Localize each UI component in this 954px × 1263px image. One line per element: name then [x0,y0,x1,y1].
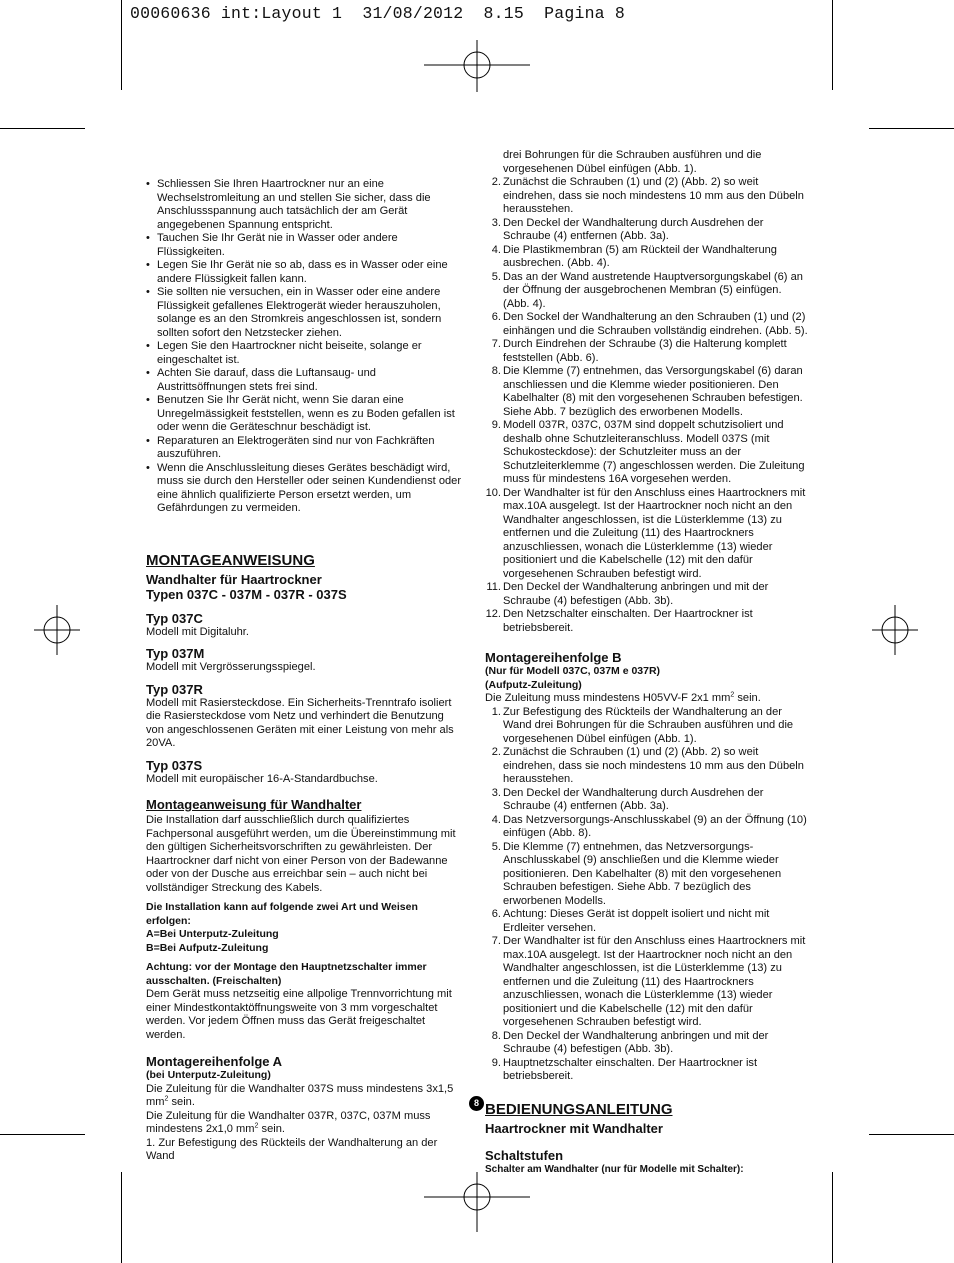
type-title: Typ 037M [146,646,205,661]
type-text: Modell mit Rasiersteckdose. Ein Sicherheits-Trenntrafo isoliert die Rasiersteckdose vom Netz und verhindert die Benutzung von angeschlossenen Geräten mit einer Leistung von mehr als 20VA. [146,696,454,749]
crop-mark [869,128,954,129]
section-a-title: Montagereihenfolge A [146,1054,283,1069]
bedienung-subtitle: Haartrockner mit Wandhalter [485,1120,663,1136]
crop-mark [121,0,122,90]
install-option-a: A=Bei Unterputz-Zuleitung [146,928,279,940]
registration-mark-bottom [424,1172,530,1232]
list-item: 8. Den Deckel der Wandhalterung anbringen und mit der Schraube (4) befestigen (Abb. 3b). [491,1029,769,1055]
print-slug: 00060636 int:Layout 1 31/08/2012 8.15 Pagina 8 [130,4,625,23]
list-item: 7. Der Wandhalter ist für den Anschluss eines Haartrockners mit max.10A ausgelegt. Ist der Haartrockner noch nicht an den Wandhalter angeschlossen, ist die Lüsterklemme (13) zu entfernen und die Zuleitung (11) des Haartrockners anzuschliessen, wonach die Lüsterklemme (13) wieder positioniert und die Kabelschelle (12) mit den dafür vorgesehenen Schrauben befestigt wird. [491,935,806,1028]
list-item: 2. Zunächst die Schrauben (1) und (2) (Abb. 2) so weit eindrehen, dass sie noch mindestens 10 mm aus den Dübeln herausstehen. [491,176,804,215]
section-b-subtitle-2: (Aufputz-Zuleitung) [485,678,582,691]
registration-mark-left [34,605,80,655]
warning-heading: Achtung: vor der Montage den Hauptnetzschalter immer ausschalten. (Freischalten) [146,961,427,987]
list-item: 5. Das an der Wand austretende Hauptversorgungskabel (6) an der Öffnung der ausgebrochenen Membran (5) einfügen. (Abb. 4). [491,270,803,310]
list-item: 10. Der Wandhalter ist für den Anschluss eines Haartrockners mit max.10A ausgelegt. Ist der Haartrockner noch nicht an den Wandhalter angeschlossen, ist die Lüsterklemme (13) zu entfernen und die Zuleitung (11) des Haartrockners anzuschliessen, wonach die Lüsterklemme (13) wieder positioniert und die Kabelschelle (12) mit den dafür vorgesehenen Schrauben befestigt wird. [485,486,806,580]
wandhalter-text: Die Installation darf ausschließlich durch qualifiziertes Fachpersonal ausgeführt werden, um die Übereinstimmung mit den gültigen Sicherheitsvorschriften zu gewährleisten. Der Haartrockner darf nicht von einer Person von der Badewanne oder von der Dusche aus erreichbar sein – auch nicht bei vollständiger Streckung des Kabels. [146,814,456,894]
right-column [485,149,811,1176]
list-item: 4. Die Plastikmembran (5) am Rückteil der Wandhalterung ausbrechen. (Abb. 4). [491,243,777,269]
crop-mark [0,128,85,129]
list-item: 2. Zunächst die Schrauben (1) und (2) (Abb. 2) so weit eindrehen, dass sie noch mindestens 10 mm aus den Dübeln herausstehen. [491,746,804,785]
section-a-steps [485,176,811,635]
list-item: • Benutzen Sie Ihr Gerät nicht, wenn Sie daran eine Unregelmässigkeit feststellen, wenn es zu Boden gefallen ist oder wenn die Geräteschnur beschädigt ist. [146,394,462,435]
type-title: Typ 037C [146,610,203,626]
list-item: 7. Durch Eindrehen der Schraube (3) die Halterung komplett feststellen (Abb. 6). [491,338,787,364]
section-a-cable-037s: Die Zuleitung für die Wandhalter 037S muss mindestens 3x1,5 $mm^2$ sein. [146,1082,454,1108]
section-b-intro: Die Zuleitung muss mindestens H05VV-F 2x1 $mm^2$ sein. [485,691,761,704]
list-item: 3. Den Deckel der Wandhalterung durch Ausdrehen der Schraube (4) entfernen (Abb. 3a). [491,786,764,812]
type-title: Typ 037S [146,757,203,773]
type-text: Modell mit europäischer 16-A-Standardbuchse. [146,772,378,785]
list-item: • Achten Sie darauf, dass die Luftansaug- und Austrittsöffnungen stets frei sind. [146,367,462,394]
schaltstufen-title: Schaltstufen [485,1147,564,1163]
list-item: 6. Achtung: Dieses Gerät ist doppelt isoliert und nicht mit Erdleiter versehen. [491,908,770,934]
list-item: 11. Den Deckel der Wandhalterung anbringen und mit der Schraube (4) befestigen (Abb. 3b). [486,581,769,607]
section-a-cable-others: Die Zuleitung für die Wandhalter 037R, 037C, 037M muss mindestens 2x1,0 $mm^2$ sein. [146,1109,431,1135]
page-number: 8 [469,1096,484,1111]
section-b-title: Montagereihenfolge B [485,650,622,665]
list-item: 5. Die Klemme (7) entnehmen, das Netzversorgungs-Anschlusskabel (9) anschließen und die Klemme wieder positionieren. Den Kabelhalter (8) mit den vorgesehenen Schrauben befestigen. Siehe Abb. 7 bezüglich des erworbenen Modells. [491,840,782,907]
montage-types: Typen 037C - 037M - 037R - 037S [146,586,347,602]
list-item: • Wenn die Anschlussleitung dieses Gerätes beschädigt wird, muss sie durch den Hersteller oder seinen Kundendienst oder eine ähnlich qualifizierte Person ersetzt werden, um Gefährdungen zu vermeiden. [146,462,462,516]
list-item: • Reparaturen an Elektrogeräten sind nur von Fachkräften auszuführen. [146,435,462,462]
crop-mark [832,0,833,90]
install-option-b: B=Bei Aufputz-Zuleitung [146,941,269,954]
crop-mark [832,1172,833,1263]
list-item: 9. Modell 037R, 037C, 037M sind doppelt schutzisoliert und deshalb ohne Schutzleiteranschluss. Modell 037S (mit Schukosteckdose): der Schutzleiter muss an der Schutzleiterklemme (7) angeschlossen werden. Die Zuleitung muss für mindestens 16A vorgesehen werden. [491,419,805,485]
section-title-bedienung: BEDIENUNGSANLEITUNG [485,1100,673,1118]
crop-mark [121,1172,122,1263]
list-item: • Schliessen Sie Ihren Haartrockner nur an eine Wechselstromleitung an und stellen Sie sicher, dass die Anschlussspannung auch tatsächlich der am Gerät angegebenen Spannung entspricht. [146,178,462,232]
list-item: • Legen Sie den Haartrockner nicht beiseite, solange er eingeschaltet ist. [146,340,462,367]
list-item: 8. Die Klemme (7) entnehmen, das Versorgungskabel (6) daran anschliessen und die Klemme wieder positionieren. Den Kabelhalter (8) mit den vorgesehenen Schrauben befestigen. Siehe Abb. 7 bezüglich des erworbenen Modells. [491,365,803,418]
schaltstufen-text: Schalter am Wandhalter (nur für Modelle mit Schalter): [485,1163,744,1175]
section-title-montage: MONTAGEANWEISUNG [146,551,315,569]
install-options-heading: Die Installation kann auf folgende zwei Art und Weisen erfolgen: [146,901,418,927]
left-column [146,178,462,1164]
section-a-subtitle: (bei Unterputz-Zuleitung) [146,1069,271,1081]
warning-text: Dem Gerät muss netzseitig eine allpolige Trennvorrichtung mit einer Mindestkontaktöffnungsweite von 3 mm vorgeschaltet werden. Vor jedem Öffnen muss das Gerät freigeschaltet werden. [146,988,452,1041]
list-item: 1. Zur Befestigung des Rückteils der Wandhalterung an der Wand drei Bohrungen für die Schrauben ausführen und die vorgesehenen Dübel einfügen (Abb. 1). [491,705,794,745]
list-item: • Legen Sie Ihr Gerät nie so ab, dass es in Wasser oder eine andere Flüssigkeit fallen kann. [146,259,462,286]
list-item: 6. Den Sockel der Wandhalterung an den Schrauben (1) und (2) einhängen und die Schrauben vollständig eindrehen. (Abb. 5). [491,311,808,337]
list-item: • Sie sollten nie versuchen, ein in Wasser oder eine andere Flüssigkeit gefallenes Elektrogerät wieder herauszuholen, solange es an den Stromkreis angeschlossen ist, sondern sollten sofort den Netzstecker ziehen. [146,286,462,340]
type-text: Modell mit Vergrösserungsspiegel. [146,661,316,673]
section-b-steps [485,706,811,1084]
crop-mark [0,1134,85,1135]
list-item: 3. Den Deckel der Wandhalterung durch Ausdrehen der Schraube (4) entfernen (Abb. 3a). [491,216,764,242]
list-item: 9. Hauptnetzschalter einschalten. Der Haartrockner ist betriebsbereit. [491,1056,758,1082]
registration-mark-right [872,605,918,655]
list-item: • Tauchen Sie Ihr Gerät nie in Wasser oder andere Flüssigkeiten. [146,232,462,259]
registration-mark-top [424,40,530,92]
crop-mark [869,1134,954,1135]
section-b-subtitle: (Nur für Modell 037C, 037M e 037R) [485,665,661,677]
type-title: Typ 037R [146,681,203,697]
wandhalter-title: Montageanweisung für Wandhalter [146,797,362,812]
montage-subtitle: Wandhalter für Haartrockner [146,571,322,587]
type-text: Modell mit Digitaluhr. [146,625,249,638]
safety-list [146,178,462,516]
list-item: 4. Das Netzversorgungs-Anschlusskabel (9) an der Öffnung (10) einfügen (Abb. 8). [491,813,807,839]
section-a-step-1-continued: drei Bohrungen für die Schrauben ausführen und die vorgesehenen Dübel einfügen (Abb. 1). [503,149,762,175]
list-item: 12. Den Netzschalter einschalten. Der Haartrockner ist betriebsbereit. [485,608,753,634]
section-a-step-1: 1. Zur Befestigung des Rückteils der Wandhalterung an der Wand [146,1136,438,1162]
